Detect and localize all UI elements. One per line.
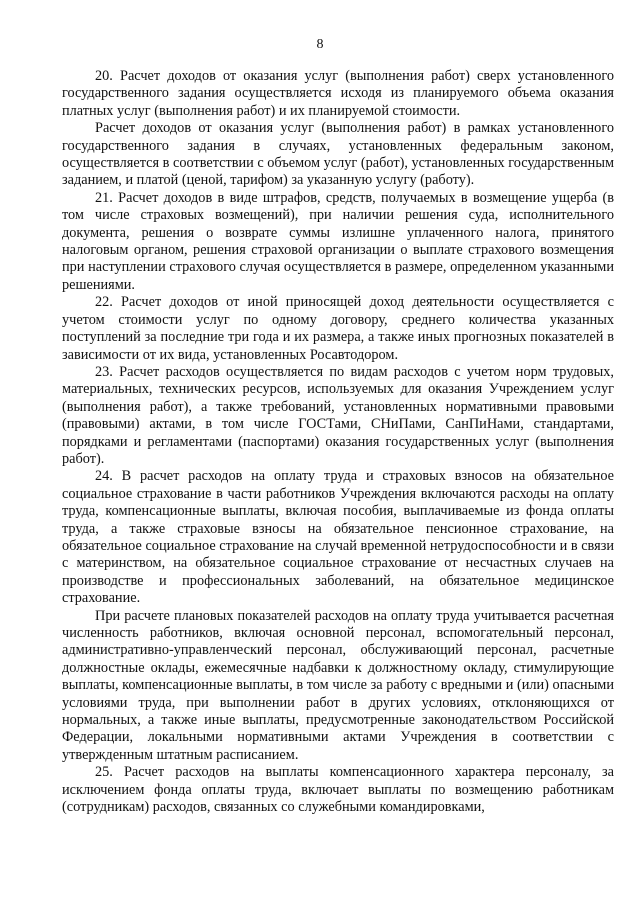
document-body xyxy=(62,68,614,816)
paragraph-20-continued: Расчет доходов от оказания услуг (выполнения работ) в рамках установленного государственного задания в случаях, установленных федеральным законом, осуществляется в соответствии с объемом услуг (работ), установленных государственным заданием, и платой (ценой, тарифом) за указанную услугу (работу). xyxy=(62,120,614,189)
paragraph-24-continued: При расчете плановых показателей расходов на оплату труда учитывается расчетная численность работников, включая основной персонал, вспомогательный персонал, административно-управленческий персонал, обслуживающий персонал, расчетные должностные оклады, ежемесячные надбавки к должностному окладу, стимулирующие выплаты, компенсационные выплаты, в том числе за работу с вредными и (или) опасными условиями труда, при выполнении работ в других условиях, отклоняющихся от нормальных, а также иные выплаты, предусмотренные законодательством Российской Федерации, локальными нормативными актами Учреждения в соответствии с утвержденным штатным расписанием. xyxy=(62,607,614,763)
paragraph-22: 22. Расчет доходов от иной приносящей доход деятельности осуществляется с учетом стоимости услуг по одному договору, среднего количества указанных поступлений за последние три года и их размера, а также иных прогнозных показателей в зависимости от их вида, установленных Росавтодором. xyxy=(62,294,614,363)
page-number: 8 xyxy=(316,37,324,52)
paragraph-21: 21. Расчет доходов в виде штрафов, средств, получаемых в возмещение ущерба (в том числе страховых возмещений), при наличии решения суда, исполнительного документа, решения о возврате суммы излишне уплаченного налога, принятого налоговым органом, решения страховой организации о выплате страхового возмещения при наступлении страхового случая осуществляется в размере, определенном указанными решениями. xyxy=(62,189,614,293)
paragraph-25: 25. Расчет расходов на выплаты компенсационного характера персоналу, за исключением фонда оплаты труда, включает выплаты по возмещению работникам (сотрудникам) расходов, связанных со служебными командировками, xyxy=(62,764,614,816)
paragraph-23: 23. Расчет расходов осуществляется по видам расходов с учетом норм трудовых, материальных, технических ресурсов, используемых для оказания Учреждением услуг (выполнения работ), а также требований, установленных нормативными правовыми (правовыми) актами, в том числе ГОСТами, СНиПами, СанПиНами, стандартами, порядками и регламентами (паспортами) оказания государственных услуг (выполнения работ). xyxy=(62,363,614,467)
paragraph-20: 20. Расчет доходов от оказания услуг (выполнения работ) сверх установленного государственного задания осуществляется исходя из планируемого объема оказания платных услуг (выполнения работ) и их планируемой стоимости. xyxy=(62,68,614,119)
paragraph-24: 24. В расчет расходов на оплату труда и страховых взносов на обязательное социальное страхование в части работников Учреждения включаются расходы на оплату труда, компенсационные выплаты, включая пособия, выплачиваемые из фонда оплаты труда, а также страховые взносы на обязательное пенсионное страхование, на обязательное социальное страхование на случай временной нетрудоспособности и в связи с материнством, на обязательное социальное страхование от несчастных случаев на производстве и профессиональных заболеваний, на обязательное медицинское страхование. xyxy=(62,468,614,607)
